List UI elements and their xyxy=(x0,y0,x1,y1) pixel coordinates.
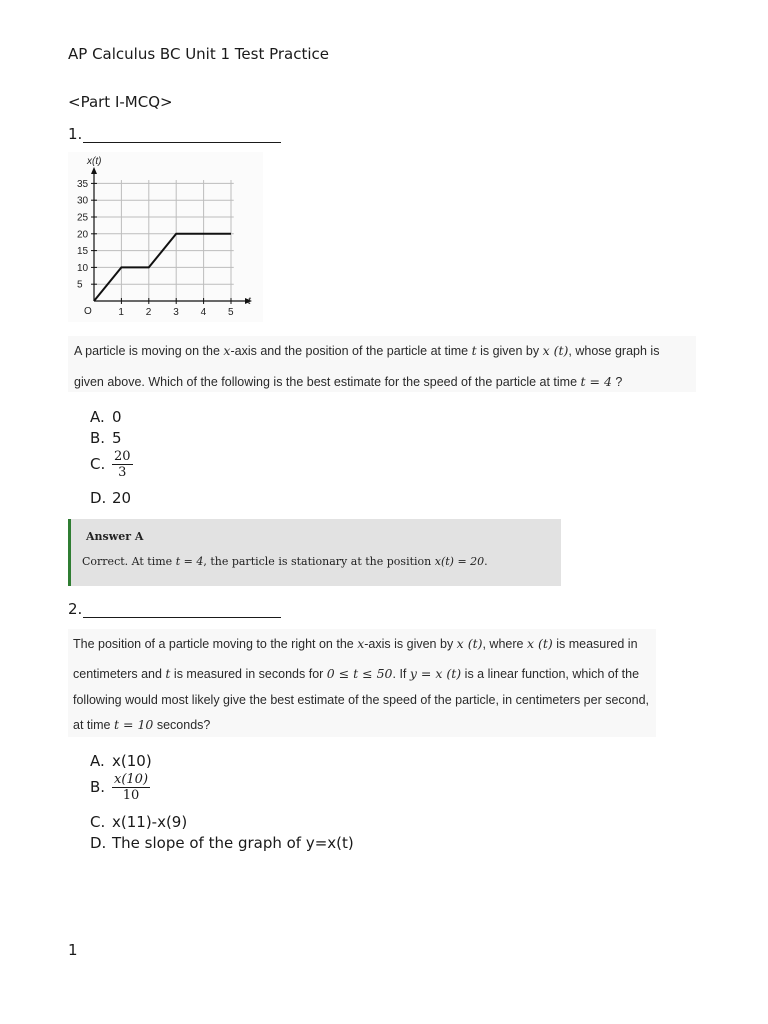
y-tick-label: 10 xyxy=(77,262,89,274)
answer-title: Answer A xyxy=(86,530,144,543)
q2-option-d[interactable]: D. The slope of the graph of y=x(t) xyxy=(90,834,354,852)
document-title: AP Calculus BC Unit 1 Test Practice xyxy=(68,45,330,63)
chart-axes xyxy=(91,167,252,304)
x-tick-label: 5 xyxy=(228,307,234,318)
y-tick-label: 5 xyxy=(77,279,83,291)
q1-option-a[interactable]: A. 0 xyxy=(90,408,122,426)
q2-option-c[interactable]: C. x(11)-x(9) xyxy=(90,813,188,831)
q1-option-d[interactable]: D. 20 xyxy=(90,489,132,507)
answer-blank xyxy=(83,128,281,143)
fraction: $\frac{x(10)}{10}$ xyxy=(114,772,149,803)
y-axis-label: x(t) xyxy=(87,156,102,167)
position-graph xyxy=(68,152,263,322)
q1-option-c[interactable]: C. $\frac{20}{3}$ xyxy=(90,449,131,480)
q2-option-b[interactable]: B. $\frac{x(10)}{10}$ xyxy=(90,772,149,803)
q2-option-a[interactable]: A. x(10) xyxy=(90,752,152,770)
answer-blank xyxy=(83,603,281,618)
y-tick-label: 35 xyxy=(77,178,89,190)
question-1-number: 1. xyxy=(68,125,281,143)
y-tick-label: 15 xyxy=(77,246,89,258)
y-tick-label: 30 xyxy=(77,195,89,207)
y-axis-arrow xyxy=(91,167,97,174)
x-tick-label: 1 xyxy=(118,307,124,318)
q1-option-b[interactable]: B. 5 xyxy=(90,429,122,447)
x-axis-label: t xyxy=(248,296,251,307)
part-heading: <Part I-MCQ> xyxy=(68,93,173,111)
x-tick-label: 3 xyxy=(173,307,179,318)
fraction: $\frac{20}{3}$ xyxy=(114,449,131,480)
answer-text: Correct. At time t = 4, the particle is stationary at the position x(t) = 20. xyxy=(82,555,488,568)
y-tick-label: 20 xyxy=(77,229,89,241)
page-number: 1 xyxy=(68,941,78,959)
y-tick-label: 25 xyxy=(77,212,89,224)
x-tick-label: 4 xyxy=(200,307,207,318)
question-2-text: The position of a particle moving to the right on the x-axis is given by x (t), where x (t) is measured in centimeters and t is measured in seconds for 0 ≤ t ≤ 50. If y = x (t) is a linear function, which of the following would most likely give the best estimate of the speed of the particle, in centimeters per second, at time t = 10 seconds? xyxy=(68,629,656,737)
answer-explanation-box xyxy=(68,519,561,586)
chart-grid xyxy=(94,180,234,301)
origin-label: O xyxy=(84,306,92,317)
question-1-text: A particle is moving on the x-axis and the position of the particle at time t is given by x (t), whose graph is given above. Which of the following is the best estimate for the speed of the particle at time t = 4 ? xyxy=(68,336,696,392)
x-tick-label: 2 xyxy=(145,307,152,318)
question-2-number: 2. xyxy=(68,600,281,618)
